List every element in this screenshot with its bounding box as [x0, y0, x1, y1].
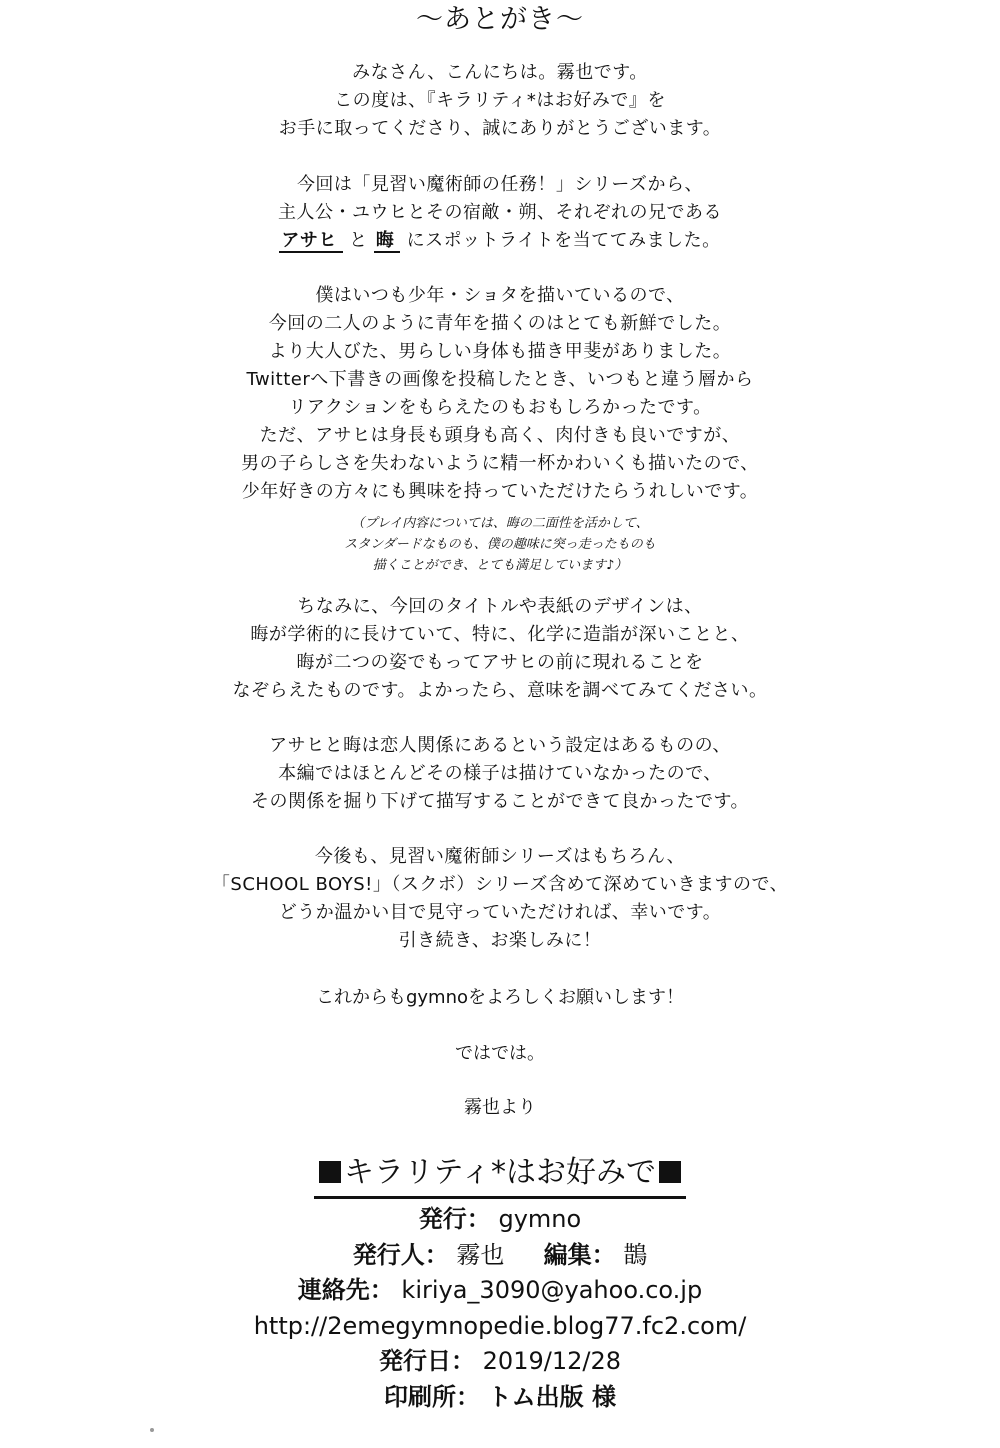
book-title: キラリティ*はお好みで: [344, 1155, 656, 1190]
character-name-tsugomori: 晦: [374, 230, 401, 253]
impressions-paragraph: [0, 282, 1000, 506]
text-line: みなさん、こんにちは。霧也です。: [352, 62, 648, 83]
date-label: 発行日：: [379, 1347, 476, 1375]
text-line: 主人公・ユウヒとその宿敵・朔、それぞれの兄である: [278, 202, 722, 223]
author-label: 発行人：: [352, 1240, 449, 1269]
note-paragraph: [0, 513, 1000, 576]
text-line: 今回の二人のように青年を描くのはとても新鮮でした。: [268, 313, 732, 334]
author-editor-row: [0, 1238, 1000, 1274]
text-line: この度は、『キラリティ*はお好みで』を: [334, 90, 666, 111]
publisher-value: gymno: [498, 1205, 582, 1233]
text-tail: にスポットライトを当ててみました。: [406, 230, 721, 251]
black-square-icon: [659, 1161, 681, 1183]
design-paragraph: [0, 593, 1000, 705]
greeting-paragraph: [0, 59, 1000, 143]
text-line: ただ、アサヒは身長も頭身も高く、肉付きも良いですが、: [259, 425, 741, 446]
text-line: より大人びた、男らしい身体も描き甲斐がありました。: [268, 341, 732, 362]
text-line: 今後も、見習い魔術師シリーズはもちろん、: [314, 846, 686, 867]
text-line: 今回は「見習い魔術師の任務！」シリーズから、: [296, 174, 704, 195]
note-line: 描くことができ、とても満足しています♪）: [372, 558, 628, 573]
text-line: お手に取ってくださり、誠にありがとうございます。: [278, 118, 722, 139]
text-line: 僕はいつも少年・ショタを描いているので、: [315, 285, 685, 306]
printer-label: 印刷所：: [384, 1382, 480, 1411]
text-line: なぞらえたものです。よかったら、意味を調べてみてください。: [232, 680, 768, 701]
closing-line: これからもgymnoをよろしくお願いします！: [315, 987, 685, 1008]
scan-speck: [150, 1428, 154, 1432]
afterword-title: ～あとがき～: [416, 4, 584, 35]
text-line: 少年好きの方々にも興味を持っていただけたらうれしいです。: [241, 481, 759, 502]
text-line-highlight: [0, 227, 1000, 255]
contact-email: kiriya_3090@yahoo.co.jp: [401, 1276, 703, 1304]
black-square-icon: [319, 1161, 341, 1183]
text-line: 「SCHOOL BOYS!」（スクボ）シリーズ含めて深めていきますので、: [211, 874, 789, 895]
text-line: リアクションをもらえたのもおもしろかったです。: [288, 397, 712, 418]
text-line: その関係を掘り下げて描写することができて良かったです。: [250, 791, 750, 812]
text-line: 本編ではほとんどその様子は描けていなかったので、: [278, 763, 722, 784]
publisher-row: [0, 1202, 1000, 1238]
colophon: [0, 1202, 1000, 1415]
text-line: ちなみに、今回のタイトルや表紙のデザインは、: [297, 596, 703, 617]
contact-label: 連絡先：: [297, 1276, 394, 1304]
printer-value: トム出版 様: [487, 1382, 616, 1411]
text-line: 晦が学術的に長けていて、特に、化学に造詣が深いことと、: [250, 624, 750, 645]
printer-row: [0, 1380, 1000, 1416]
date-row: [0, 1344, 1000, 1380]
author-value: 霧也: [456, 1240, 505, 1269]
text-line: アサヒと晦は恋人関係にあるという設定はあるものの、: [269, 735, 731, 756]
text-line: 引き続き、お楽しみに！: [398, 930, 602, 951]
editor-label: 編集：: [543, 1240, 616, 1269]
contact-row: [0, 1273, 1000, 1309]
book-title-underline: [314, 1152, 686, 1199]
text-line: 男の子らしさを失わないように精一杯かわいくも描いたので、: [241, 453, 759, 474]
conjunction-text: と: [349, 230, 368, 251]
website-url: http://2emegymnopedie.blog77.fc2.com/: [253, 1311, 747, 1340]
text-line: 晦が二つの姿でもってアサヒの前に現れることを: [296, 652, 704, 673]
signature: 霧也より: [464, 1097, 536, 1118]
character-name-asahi: アサヒ: [279, 230, 343, 253]
farewell-line: ではでは。: [455, 1043, 545, 1064]
note-line: スタンダードなものも、僕の趣味に突っ走ったものも: [344, 537, 656, 552]
publish-date: 2019/12/28: [482, 1347, 621, 1375]
text-line: Twitterへ下書きの画像を投稿したとき、いつもと違う層から: [246, 369, 754, 390]
future-paragraph: [0, 843, 1000, 955]
text-line: どうか温かい目で見守っていただければ、幸いです。: [278, 902, 722, 923]
note-line: （プレイ内容については、晦の二面性を活かして、: [351, 516, 649, 531]
series-paragraph: [0, 171, 1000, 255]
publisher-label: 発行：: [418, 1205, 491, 1233]
book-title-block: [0, 1152, 1000, 1199]
editor-value: 鵲: [623, 1240, 648, 1269]
relationship-paragraph: [0, 732, 1000, 816]
